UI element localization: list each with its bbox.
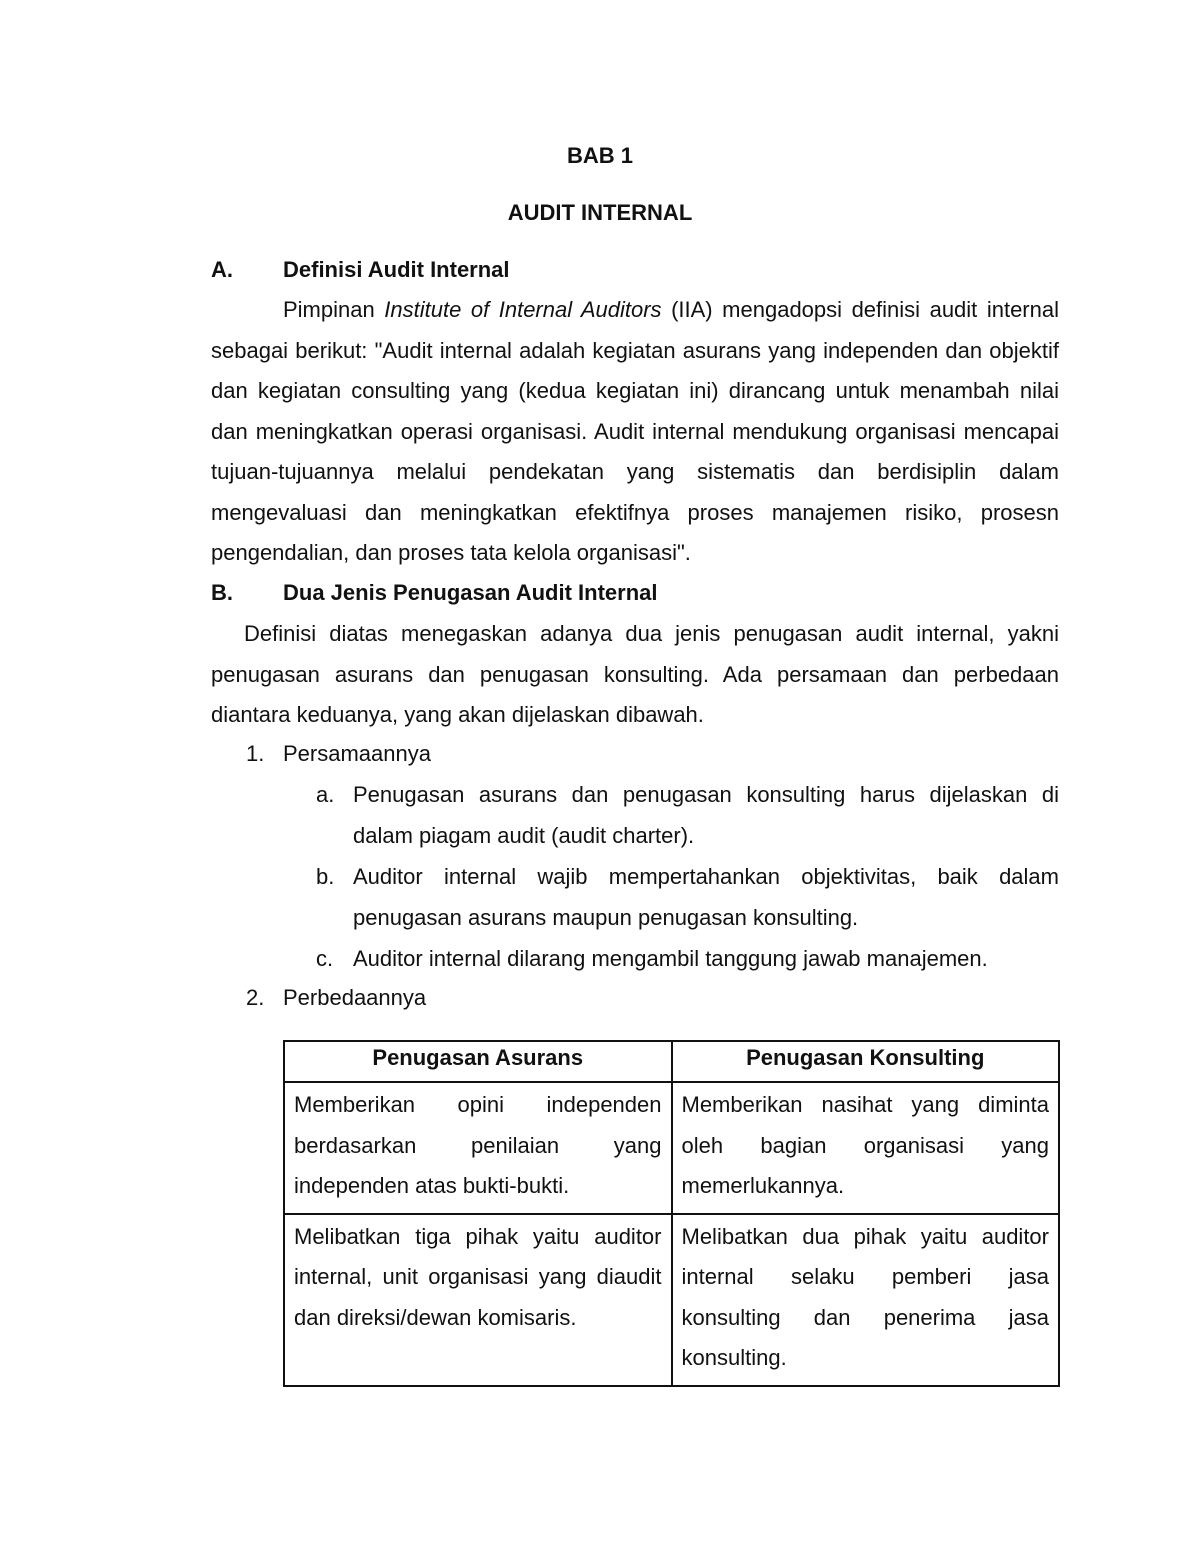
table-row xyxy=(284,1214,1059,1386)
section-a-heading xyxy=(211,257,510,283)
table-cell: Memberikan nasihat yang diminta oleh bagian organisasi yang memerlukannya. xyxy=(672,1082,1060,1214)
sub-item-letter: b. xyxy=(316,864,335,889)
sub-item-text: Penugasan asurans dan penugasan konsulting harus dijelaskan di dalam piagam audit (audit charter). xyxy=(353,782,1059,848)
sub-item-letter: a. xyxy=(316,782,335,807)
list-item-number: 1. xyxy=(246,741,265,766)
table-row xyxy=(284,1082,1059,1214)
table-cell: Melibatkan dua pihak yaitu auditor internal selaku pemberi jasa konsulting dan penerima jasa konsulting. xyxy=(672,1214,1060,1386)
table-header-konsulting: Penugasan Konsulting xyxy=(672,1041,1060,1082)
sub-item-a xyxy=(316,775,1059,856)
sub-item-text: Auditor internal wajib mempertahankan objektivitas, baik dalam penugasan asurans maupun penugasan konsulting. xyxy=(353,864,1059,930)
section-a-paragraph xyxy=(211,290,1059,574)
sub-item-text: Auditor internal dilarang mengambil tanggung jawab manajemen. xyxy=(353,946,988,971)
table-header-row xyxy=(284,1041,1059,1082)
table-header-asurans: Penugasan Asurans xyxy=(284,1041,672,1082)
sub-item-letter: c. xyxy=(316,946,334,971)
chapter-title: AUDIT INTERNAL xyxy=(507,200,693,225)
section-a-title: Definisi Audit Internal xyxy=(283,257,510,282)
section-b-heading xyxy=(211,580,657,606)
section-a-text-start: Pimpinan xyxy=(283,297,385,322)
section-a-letter: A. xyxy=(211,257,233,282)
list-item-number: 2. xyxy=(246,985,265,1010)
table-cell: Memberikan opini independen berdasarkan penilaian yang independen atas bukti-bukti. xyxy=(284,1082,672,1214)
list-item-persamaan xyxy=(246,741,431,767)
list-item-perbedaan xyxy=(246,985,426,1011)
sub-item-b xyxy=(316,857,1059,938)
section-a-text-rest: (IIA) mengadopsi definisi audit internal sebagai berikut: "Audit internal adalah kegiatan asurans yang independen dan objektif dan kegiatan consulting yang (kedua kegiatan ini) dirancang untuk menambah nilai dan meningkatkan operasi organisasi. Audit internal mendukung organisasi mencapai tujuan-tujuannya melalui pendekatan yang sistematis dan berdisiplin dalam mengevaluasi dan meningkatkan efektifnya proses manajemen risiko, prosesn pengendalian, dan proses tata kelola organisasi". xyxy=(211,297,1059,565)
list-item-label: Persamaannya xyxy=(283,741,431,766)
section-b-title: Dua Jenis Penugasan Audit Internal xyxy=(283,580,658,605)
section-b-letter: B. xyxy=(211,580,233,605)
chapter-number: BAB 1 xyxy=(566,143,633,168)
comparison-table xyxy=(283,1040,1060,1387)
sub-item-c xyxy=(316,939,1059,980)
table-cell: Melibatkan tiga pihak yaitu auditor internal, unit organisasi yang diaudit dan direksi/dewan komisaris. xyxy=(284,1214,672,1386)
list-item-label: Perbedaannya xyxy=(283,985,427,1010)
section-a-italic-term: Institute of Internal Auditors xyxy=(384,297,662,322)
section-b-paragraph: Definisi diatas menegaskan adanya dua jenis penugasan audit internal, yakni penugasan asurans dan penugasan konsulting. Ada persamaan dan perbedaan diantara keduanya, yang akan dijelaskan dibawah. xyxy=(211,621,1059,727)
